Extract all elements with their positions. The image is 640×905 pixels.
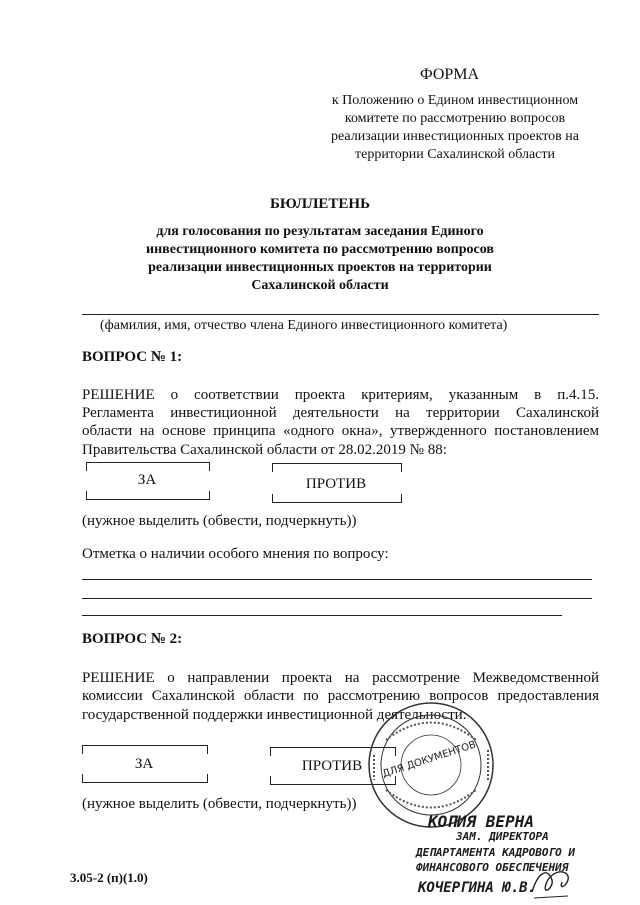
question-2-text-line-2: комиссии Сахалинской области по рассмотрению вопросов предоставления	[82, 688, 599, 704]
question-2-text-line-1: РЕШЕНИЕ о направлении проекта на рассмотрение Межведомственной	[82, 670, 599, 686]
question-2-heading: ВОПРОС № 2:	[82, 631, 183, 647]
stamp-name-line: КОЧЕРГИНА Ю.В.	[418, 880, 537, 896]
ballot-subtitle-4: Сахалинской области	[251, 278, 389, 293]
appendix-line-1: к Положению о Едином инвестиционном	[331, 93, 579, 108]
question-2-vote-for-label: ЗА	[134, 756, 154, 772]
stamp-position-line: ЗАМ. ДИРЕКТОРА	[456, 830, 549, 843]
question-1-vote-hint: (нужное выделить (обвести, подчеркнуть))	[82, 513, 357, 529]
ballot-subtitle-3: реализации инвестиционных проектов на территории	[148, 260, 492, 275]
form-label: ФОРМА	[420, 66, 480, 83]
question-1-vote-against-label: ПРОТИВ	[305, 476, 367, 492]
seal-center-text: ДЛЯ ДОКУМЕНТОВ	[381, 739, 478, 781]
question-2-vote-against-label: ПРОТИВ	[301, 758, 363, 774]
handwritten-signature-icon	[528, 862, 574, 902]
question-1-text-line-1: РЕШЕНИЕ о соответствии проекта критериям, указанным в п.4.15.	[82, 387, 599, 403]
question-1-text-line-4: Правительства Сахалинской области от 28.02.2019 № 88:	[82, 442, 447, 458]
form-code: 3.05-2 (п)(1.0)	[70, 870, 148, 885]
question-1-text-line-3: области на основе принципа «одного окна», утвержденного постановлением	[82, 423, 599, 439]
stamp-department-line-1: ДЕПАРТАМЕНТА КАДРОВОГО И	[416, 846, 575, 859]
appendix-line-2: комитете по рассмотрению вопросов	[344, 111, 566, 126]
name-caption: (фамилия, имя, отчество члена Единого инвестиционного комитета)	[100, 318, 508, 333]
question-1-vote-for-option[interactable]	[86, 462, 208, 500]
ballot-subtitle-1: для голосования по результатам заседания Единого	[156, 224, 484, 239]
question-1-vote-against-option[interactable]	[272, 463, 400, 503]
question-2-vote-for-option[interactable]	[82, 745, 206, 783]
copy-certified-stamp: КОПИЯ ВЕРНА	[428, 812, 534, 831]
appendix-line-4: территории Сахалинской области	[354, 147, 555, 162]
opinion-blank-line-3[interactable]	[82, 615, 562, 616]
question-1-heading: ВОПРОС № 1:	[82, 349, 183, 365]
question-1-vote-for-label: ЗА	[137, 472, 157, 488]
opinion-blank-line-1[interactable]	[82, 579, 592, 580]
ballot-subtitle-2: инвестиционного комитета по рассмотрению вопросов	[146, 242, 494, 257]
stamp-department-line-2: ФИНАНСОВОГО ОБЕСПЕЧЕНИЯ	[416, 861, 569, 874]
ballot-title: БЮЛЛЕТЕНЬ	[269, 196, 370, 212]
appendix-line-3: реализации инвестиционных проектов на	[331, 129, 579, 144]
opinion-blank-line-2[interactable]	[82, 598, 592, 599]
opinion-label: Отметка о наличии особого мнения по вопросу:	[82, 546, 389, 562]
official-seal-icon	[366, 700, 496, 830]
question-2-vote-hint: (нужное выделить (обвести, подчеркнуть))	[82, 796, 357, 812]
question-1-text-line-2: Регламента инвестиционной деятельности на территории Сахалинской	[82, 405, 599, 421]
question-2-text-line-3: государственной поддержки инвестиционной деятельности:	[82, 707, 467, 723]
name-blank-line[interactable]	[82, 314, 599, 315]
